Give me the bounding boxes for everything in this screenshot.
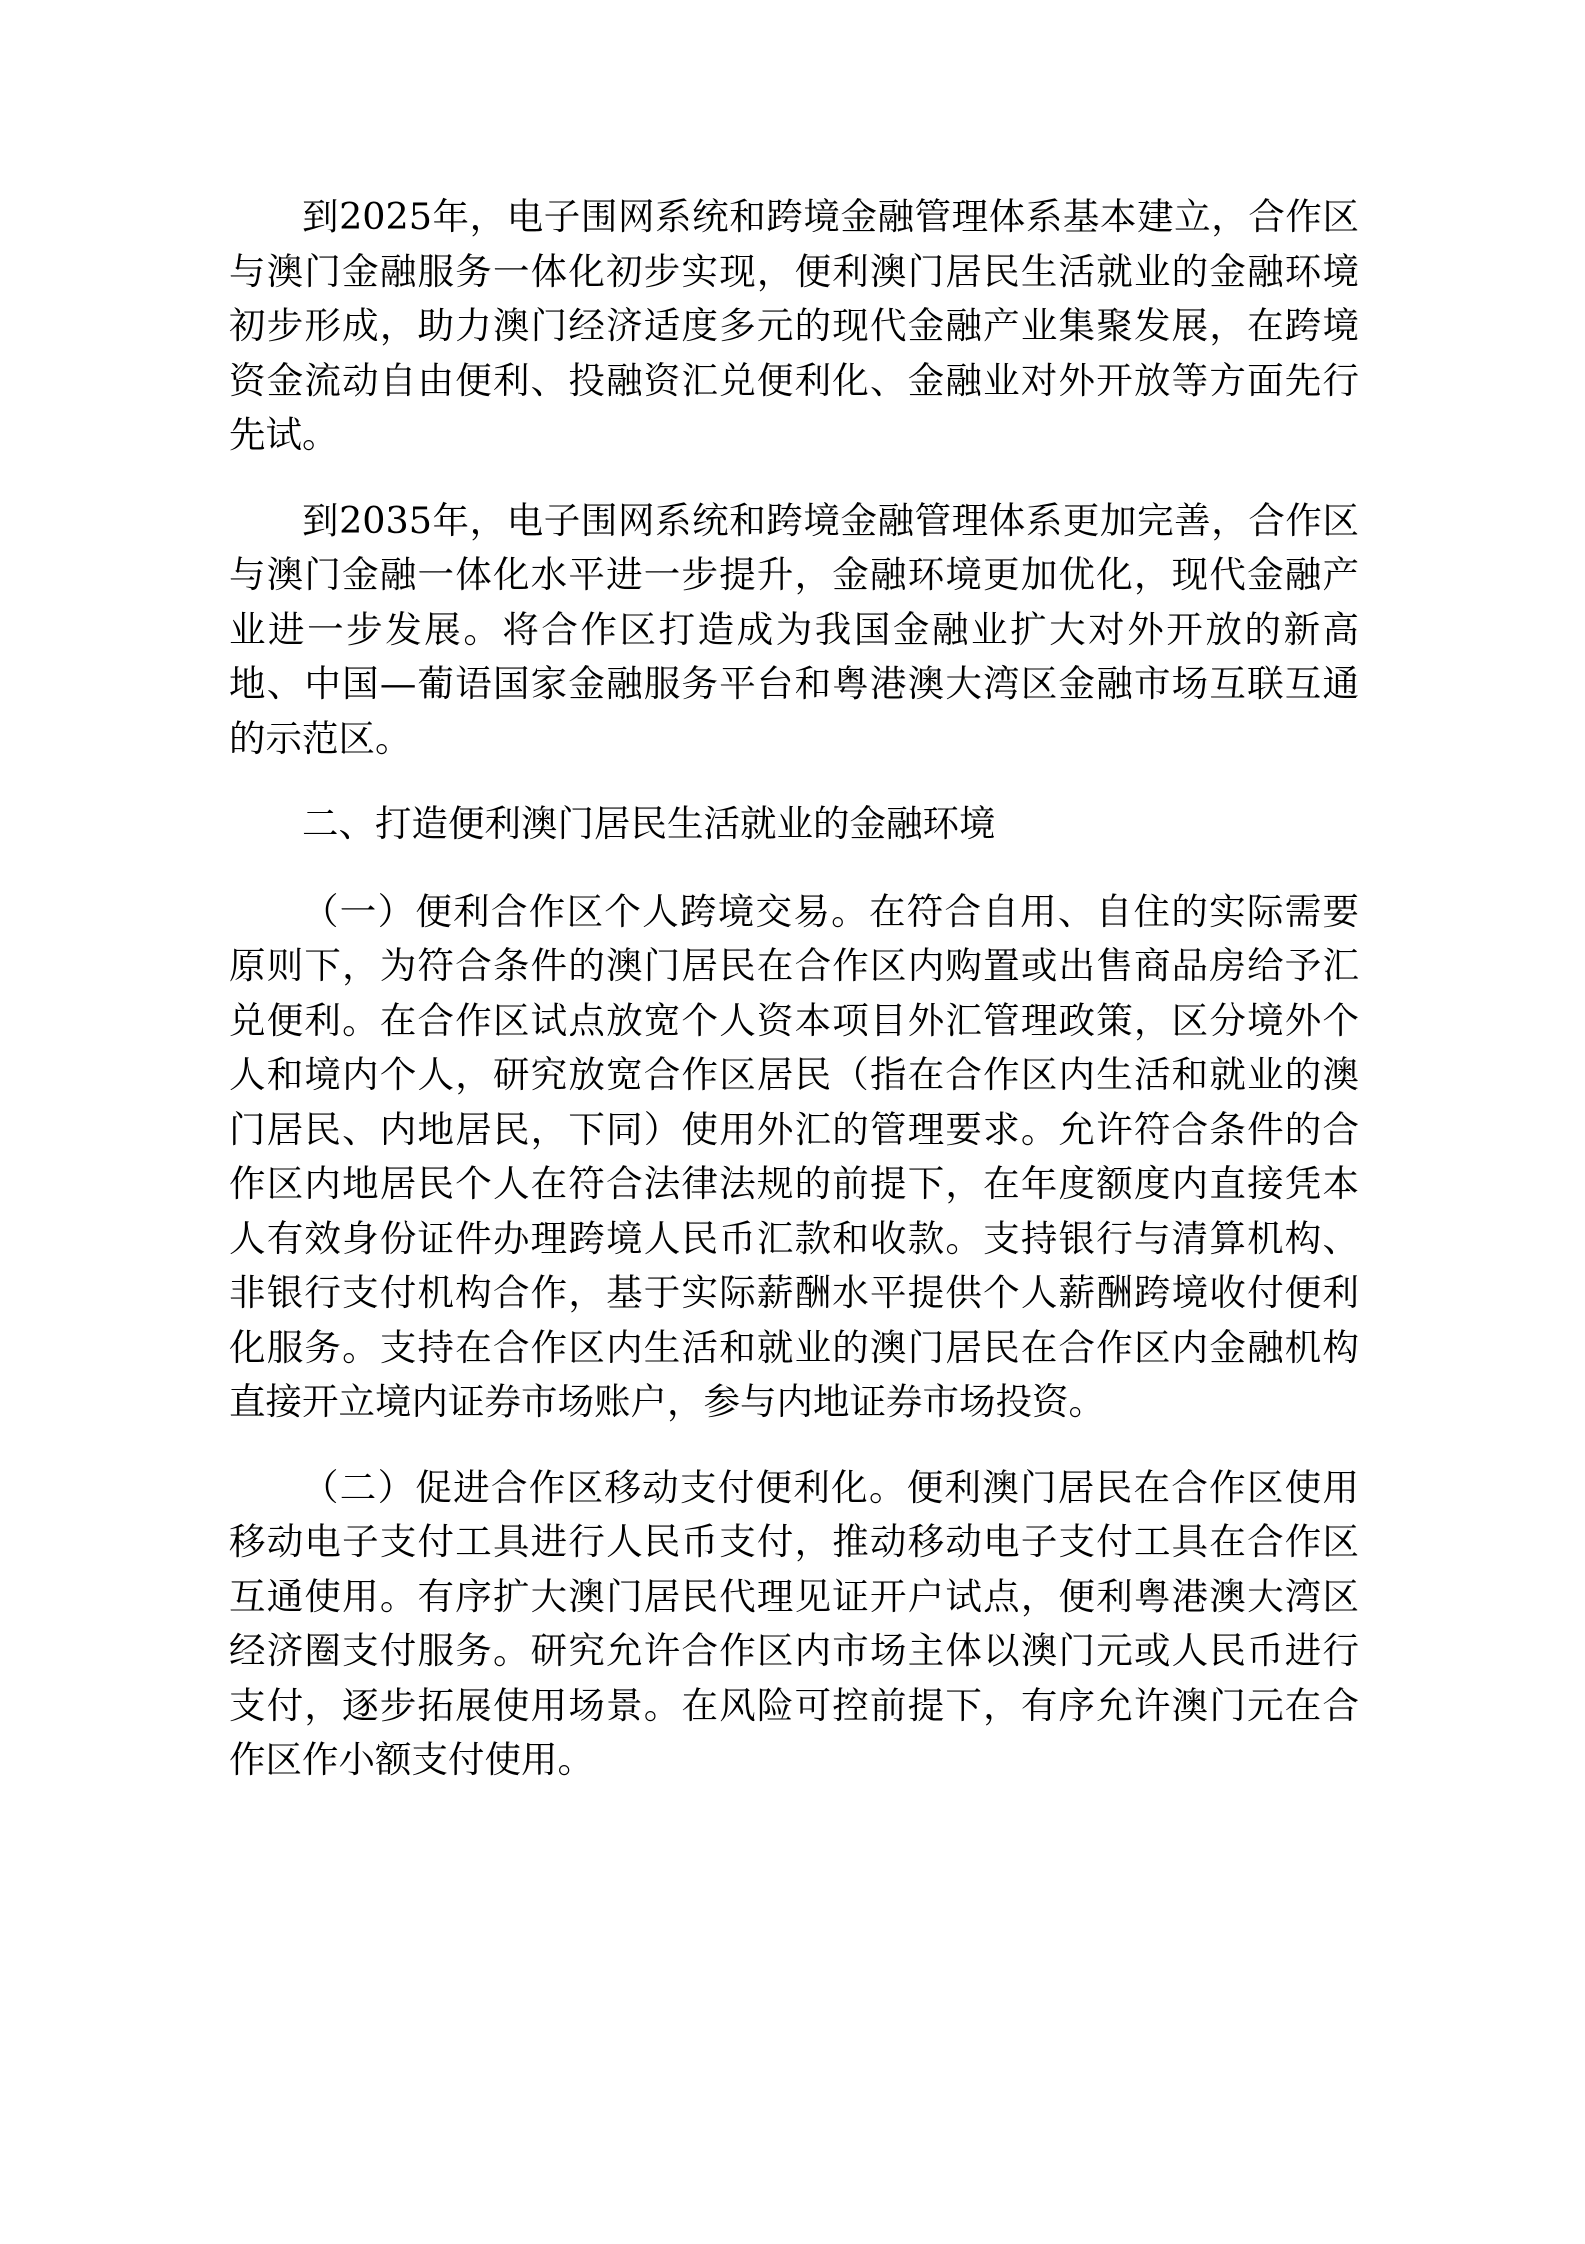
paragraph-mobile-payment: （二）促进合作区移动支付便利化。便利澳门居民在合作区使用移动电子支付工具进行人民币支付，推动移动电子支付工具在合作区互通使用。有序扩大澳门居民代理见证开户试点，便利粤港澳大湾区经济圈支付服务。研究允许合作区内市场主体以澳门元或人民币进行支付，逐步拓展使用场景。在风险可控前提下，有序允许澳门元在合作区作小额支付使用。 xyxy=(229,1465,1359,1781)
paragraph-2025-goals: 到2025年，电子围网系统和跨境金融管理体系基本建立，合作区与澳门金融服务一体化初步实现，便利澳门居民生活就业的金融环境初步形成，助力澳门经济适度多元的现代金融产业集聚发展，在跨境资金流动自由便利、投融资汇兑便利化、金融业对外开放等方面先行先试。 xyxy=(229,195,1359,456)
paragraph-personal-cross-border-trade: （一）便利合作区个人跨境交易。在符合自用、自住的实际需要原则下，为符合条件的澳门居民在合作区内购置或出售商品房给予汇兑便利。在合作区试点放宽个人资本项目外汇管理政策，区分境外个人和境内个人，研究放宽合作区居民（指在合作区内生活和就业的澳门居民、内地居民，下同）使用外汇的管理要求。允许符合条件的合作区内地居民个人在符合法律法规的前提下，在年度额度内直接凭本人有效身份证件办理跨境人民币汇款和收款。支持银行与清算机构、非银行支付机构合作，基于实际薪酬水平提供个人薪酬跨境收付便利化服务。支持在合作区内生活和就业的澳门居民在合作区内金融机构直接开立境内证券市场账户，参与内地证券市场投资。 xyxy=(229,889,1359,1423)
paragraph-2035-goals: 到2035年，电子围网系统和跨境金融管理体系更加完善，合作区与澳门金融一体化水平进一步提升，金融环境更加优化，现代金融产业进一步发展。将合作区打造成为我国金融业扩大对外开放的新高地、中国—葡语国家金融服务平台和粤港澳大湾区金融市场互联互通的示范区。 xyxy=(229,498,1359,760)
document-body xyxy=(229,190,1359,1819)
section-heading: 二、打造便利澳门居民生活就业的金融环境 xyxy=(302,802,996,845)
